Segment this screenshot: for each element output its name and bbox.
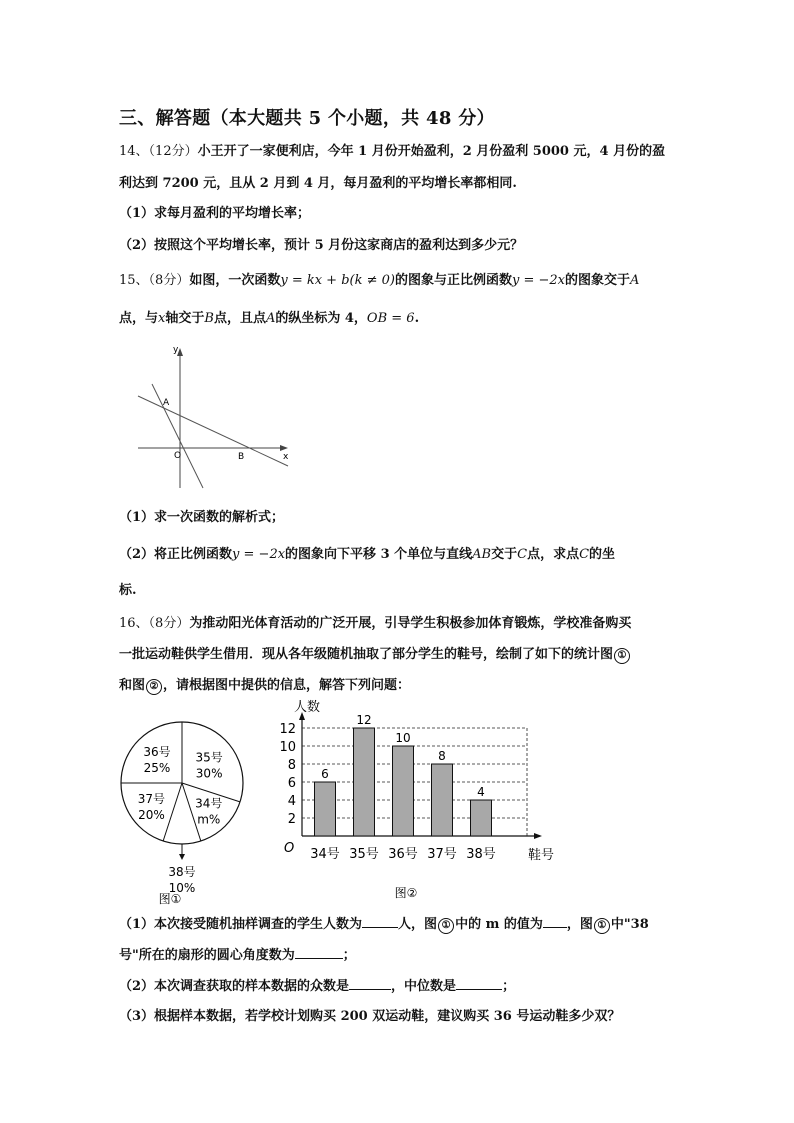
q14-part1: （1）求每月盈利的平均增长率； xyxy=(119,206,311,221)
pie-label-36: 36号 xyxy=(143,744,171,759)
line-y-neg2x xyxy=(152,384,203,488)
q15-part1: （1）求一次函数的解析式； xyxy=(119,510,285,525)
bar-y-tick-label: 12 xyxy=(279,722,296,737)
q15-l2b: 轴交于 xyxy=(165,311,205,326)
q14-part2: （2）按照这个平均增长率，预计 5 月份这家商店的盈利达到多少元？ xyxy=(119,238,524,253)
q16-number: 16、（8分） xyxy=(119,616,190,631)
q15-line1 xyxy=(119,272,639,290)
bar-x-tick-label: 35号 xyxy=(349,847,379,862)
x-axis-arrow xyxy=(280,445,288,451)
bar-x-tick-label: 36号 xyxy=(388,847,418,862)
q15-line2 xyxy=(119,310,419,328)
q16-line1 xyxy=(119,615,631,633)
bar-37 xyxy=(432,764,453,836)
pie-value-35: 30% xyxy=(195,766,223,781)
pie-value-37: 20% xyxy=(138,808,165,823)
blank-median[interactable] xyxy=(456,977,502,990)
q15-ob: OB = 6 xyxy=(366,311,415,326)
q15-part2-tail: 标. xyxy=(119,583,137,598)
q16-part3: （3）根据样本数据，若学校计划购买 200 双运动鞋，建议购买 36 号运动鞋多少双？ xyxy=(119,1009,621,1024)
q15-formula-1b: (k ≠ 0) xyxy=(349,273,395,288)
graph-label-b: B xyxy=(238,452,245,462)
q16-p1d: ，图 xyxy=(566,917,593,932)
pie-slice-border xyxy=(163,783,182,841)
q15-t2: 的图象与正比例函数 xyxy=(395,273,513,288)
q16-line2 xyxy=(119,646,631,664)
q14-line2: 利达到 7200 元，且从 2 月到 4 月，每月盈利的平均增长率都相同. xyxy=(119,176,517,191)
bar-caption: 图② xyxy=(394,886,418,900)
q16-text-1: 为推动阳光体育活动的广泛开展，引导学生积极参加体育锻炼，学校准备购买 xyxy=(189,616,632,631)
bar-x-label: 鞋号 xyxy=(528,848,555,863)
bar-y-tick-label: 8 xyxy=(287,758,296,773)
q16-p1a: （1）本次接受随机抽样调查的学生人数为 xyxy=(119,917,363,932)
q16-line3 xyxy=(119,677,410,695)
q16-p1-circle-1b: ① xyxy=(594,918,610,934)
pie-label-34: 34号 xyxy=(195,796,223,811)
q15-p2-c: C xyxy=(517,547,528,562)
graph-label-o: O xyxy=(174,451,182,461)
bar-x-tick-label: 38号 xyxy=(466,847,496,862)
graph-label-a: A xyxy=(163,398,170,408)
bar-x-arrow xyxy=(534,833,542,839)
pie-label-37: 37号 xyxy=(137,792,166,807)
q16-p1f: 号"所在的扇形的圆心角度数为 xyxy=(119,948,295,963)
q15-formula-2: y = −2x xyxy=(512,273,566,288)
q15-p2a: （2）将正比例函数 xyxy=(119,547,233,562)
pie-pointer-arrow xyxy=(179,854,185,860)
pie-caption: 图① xyxy=(158,892,182,906)
blank-mode[interactable] xyxy=(349,977,391,990)
bar-data-label: 8 xyxy=(438,749,446,763)
bar-36 xyxy=(393,746,414,836)
bar-34 xyxy=(315,782,336,836)
q15-point-a: A xyxy=(630,273,640,288)
q14-text-1: 小王开了一家便利店，今年 1 月份开始盈利，2 月份盈利 5000 元，4 月份的盈 xyxy=(197,144,666,159)
q15-p2d: 点，求点 xyxy=(527,547,580,562)
q15-p2-ab: AB xyxy=(472,547,492,562)
q15-x: x xyxy=(158,311,166,326)
bar-y-tick-label: 10 xyxy=(279,740,296,755)
q15-p2-formula: y = −2x xyxy=(232,547,286,562)
pie-chart xyxy=(112,708,262,908)
q16-p2a: （2）本次调查获取的样本数据的众数是 xyxy=(119,979,350,994)
q16-part2 xyxy=(119,977,515,996)
q15-l2d: 的纵坐标为 4， xyxy=(275,311,367,326)
q16-text-3b: ，请根据图中提供的信息，解答下列问题： xyxy=(163,678,411,693)
bar-data-label: 6 xyxy=(321,767,329,781)
q16-text-2: 一批运动鞋供学生借用．现从各年级随机抽取了部分学生的鞋号，绘制了如下的统计图 xyxy=(119,647,614,662)
pie-label-38: 38号 xyxy=(168,865,196,879)
pie-value-38: 10% xyxy=(168,881,196,895)
q16-p1e: 中"38 xyxy=(610,917,649,932)
line-ab xyxy=(138,396,288,466)
q16-circle-1: ① xyxy=(614,648,630,664)
section-title: 三、解答题（本大题共 5 个小题，共 48 分） xyxy=(119,108,495,129)
q15-l2e: . xyxy=(414,311,420,326)
bar-data-label: 10 xyxy=(395,731,411,745)
graph-label-x: x xyxy=(283,452,289,462)
bar-38 xyxy=(471,800,492,836)
q16-circle-2: ② xyxy=(146,679,162,695)
q15-p2c: 交于 xyxy=(491,547,518,562)
graph-label-y: y xyxy=(173,345,179,355)
q15-formula-1: y = kx + b xyxy=(280,273,350,288)
bar-data-label: 12 xyxy=(356,713,372,727)
q15-p2b: 的图象向下平移 3 个单位与直线 xyxy=(285,547,473,562)
bar-origin-label: O xyxy=(284,841,295,856)
q16-p2c: ； xyxy=(502,979,516,994)
q15-coordinate-graph xyxy=(130,338,300,498)
q15-number: 15、（8分） xyxy=(119,273,190,288)
bar-chart xyxy=(272,696,572,901)
q15-point-a-2: A xyxy=(265,311,276,326)
q16-p1-circle-1: ① xyxy=(438,918,454,934)
bar-y-label: 人数 xyxy=(294,700,321,715)
bar-data-label: 4 xyxy=(477,785,485,799)
bar-y-tick-label: 2 xyxy=(287,812,296,827)
blank-angle[interactable] xyxy=(295,946,343,959)
pie-value-36: 25% xyxy=(143,760,171,775)
bar-y-tick-label: 4 xyxy=(287,794,296,809)
q16-text-3a: 和图 xyxy=(119,678,146,693)
q15-t3: 的图象交于 xyxy=(565,273,631,288)
q15-l2c: 点，且点 xyxy=(213,311,266,326)
bar-x-tick-label: 37号 xyxy=(427,847,457,862)
q15-part2 xyxy=(119,546,615,564)
q16-p2b: ，中位数是 xyxy=(391,979,457,994)
q16-p1g: ； xyxy=(342,948,356,963)
q16-p1c: 中的 m 的值为 xyxy=(455,917,543,932)
blank-student-count[interactable] xyxy=(362,915,398,928)
bar-35 xyxy=(354,728,375,836)
q16-part1-line2 xyxy=(119,946,356,965)
q15-l2a: 点，与 xyxy=(119,311,159,326)
q15-t1: 如图，一次函数 xyxy=(189,273,281,288)
q16-part1-line1 xyxy=(119,915,649,934)
pie-value-34: m% xyxy=(197,812,221,827)
q15-point-b: B xyxy=(204,311,214,326)
bar-x-tick-label: 34号 xyxy=(310,847,340,862)
q14-line1 xyxy=(119,143,665,161)
q16-p1b: 人，图 xyxy=(398,917,438,932)
q15-p2-c-2: C xyxy=(579,547,590,562)
q15-p2e: 的坐 xyxy=(589,547,616,562)
blank-m-value[interactable] xyxy=(543,915,567,928)
bar-y-tick-label: 6 xyxy=(287,776,296,791)
q14-number: 14、（12分） xyxy=(119,144,198,159)
pie-label-35: 35号 xyxy=(195,750,223,765)
